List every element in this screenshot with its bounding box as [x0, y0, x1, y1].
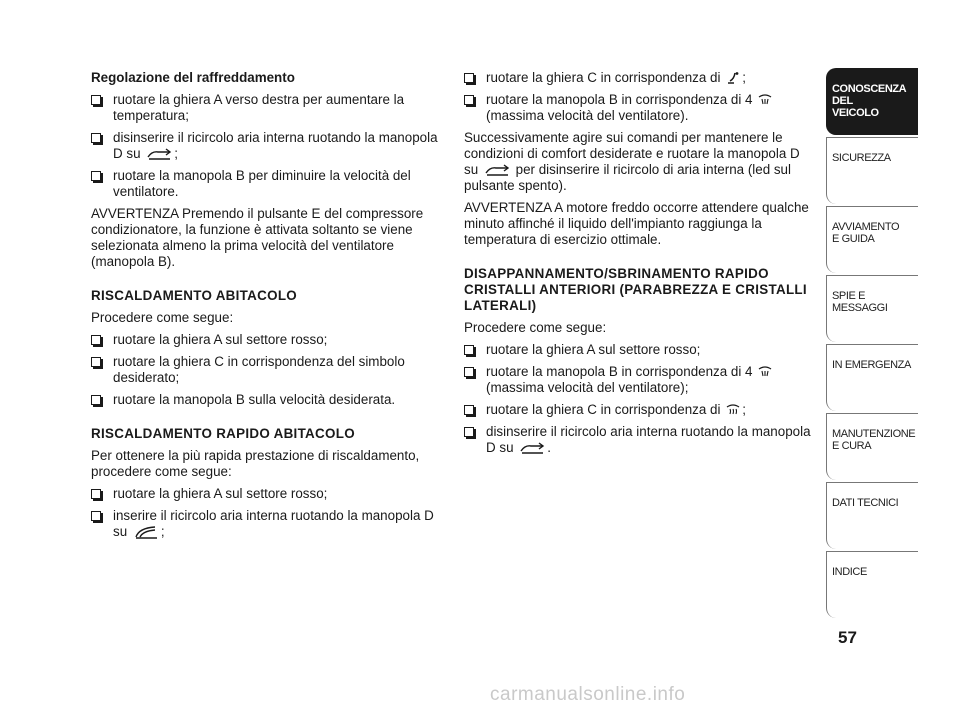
- fan-icon: [758, 366, 772, 378]
- section-intro: Procedere come segue:: [91, 310, 234, 325]
- footwell-icon: [726, 71, 740, 85]
- chapter-tabs: [826, 68, 918, 620]
- list-item: ruotare la manopola B per diminuire la velocità del ventilatore.: [91, 168, 443, 200]
- section-title-cooling: Regolazione del raffreddamento: [91, 70, 295, 85]
- list-item: disinserire il ricircolo aria interna ruotando la manopola D su .: [464, 424, 814, 456]
- checkbox-bullet-icon: [464, 405, 474, 415]
- right-column: [464, 70, 814, 462]
- tab-avviamento-e-guida[interactable]: AVVIAMENTO E GUIDA: [826, 206, 918, 273]
- list-item: ruotare la ghiera C in corrispondenza di ;: [464, 70, 814, 86]
- warning-note: AVVERTENZA A motore freddo occorre attendere qualche minuto affinché il liquido dell'impianto raggiunga la temperatura di esercizio ottimale.: [464, 200, 809, 247]
- recirc-on-icon: [133, 525, 159, 539]
- paragraph: Successivamente agire sui comandi per mantenere le condizioni di comfort desiderate e ruotare la manopola D su per disinserire il ricircolo di aria interna (led sul pulsante spento).: [464, 130, 800, 193]
- list-item: ruotare la ghiera C in corrispondenza di ;: [464, 402, 814, 418]
- list-item: inserire il ricircolo aria interna ruotando la manopola D su ;: [91, 508, 443, 540]
- tab-manutenzione-e-cura[interactable]: MANUTENZIONE E CURA: [826, 413, 918, 480]
- tab-dati-tecnici[interactable]: DATI TECNICI: [826, 482, 918, 549]
- checkbox-bullet-icon: [91, 489, 101, 499]
- checkbox-bullet-icon: [91, 95, 101, 105]
- watermark: carmanualsonline.info: [490, 684, 686, 705]
- section-title-defrost: DISAPPANNAMENTO/SBRINAMENTO RAPIDO CRISTALLI ANTERIORI (PARABREZZA E CRISTALLI LATERALI): [464, 266, 807, 313]
- section-intro: Procedere come segue:: [464, 320, 607, 335]
- list-item: disinserire il ricircolo aria interna ruotando la manopola D su ;: [91, 130, 443, 162]
- list-item: ruotare la ghiera A sul settore rosso;: [91, 486, 443, 502]
- checkbox-bullet-icon: [464, 95, 474, 105]
- checkbox-bullet-icon: [91, 357, 101, 367]
- checkbox-bullet-icon: [464, 427, 474, 437]
- tab-in-emergenza[interactable]: IN EMERGENZA: [826, 344, 918, 411]
- tab-conoscenza-del-veicolo[interactable]: CONOSCENZA DEL VEICOLO: [826, 68, 918, 135]
- recirc-off-icon: [146, 148, 172, 160]
- section-intro: Per ottenere la più rapida prestazione di riscaldamento, procedere come segue:: [91, 448, 420, 479]
- fan-icon: [758, 94, 772, 106]
- checkbox-bullet-icon: [464, 73, 474, 83]
- list-item: ruotare la manopola B in corrispondenza di 4 (massima velocità del ventilatore);: [464, 364, 814, 396]
- list-item: ruotare la ghiera C in corrispondenza del simbolo desiderato;: [91, 354, 443, 386]
- recirc-off-icon: [519, 442, 545, 454]
- checkbox-bullet-icon: [464, 367, 474, 377]
- checkbox-bullet-icon: [91, 511, 101, 521]
- list-item: ruotare la manopola B in corrispondenza di 4 (massima velocità del ventilatore).: [464, 92, 814, 124]
- checkbox-bullet-icon: [91, 335, 101, 345]
- warning-note: AVVERTENZA Premendo il pulsante E del compressore condizionatore, la funzione è attivata soltanto se viene selezionata almeno la prima velocità del ventilatore (manopola B).: [91, 206, 424, 269]
- page-number: 57: [838, 628, 857, 647]
- tab-indice[interactable]: INDICE: [826, 551, 918, 618]
- section-title-rapid-heating: RISCALDAMENTO RAPIDO ABITACOLO: [91, 426, 355, 441]
- recirc-off-icon: [484, 164, 510, 176]
- left-column: [91, 70, 443, 546]
- defrost-icon: [726, 404, 740, 416]
- checkbox-bullet-icon: [91, 395, 101, 405]
- section-title-heating: RISCALDAMENTO ABITACOLO: [91, 288, 298, 303]
- tab-spie-e-messaggi[interactable]: SPIE E MESSAGGI: [826, 275, 918, 342]
- checkbox-bullet-icon: [91, 171, 101, 181]
- checkbox-bullet-icon: [464, 345, 474, 355]
- list-item: ruotare la ghiera A verso destra per aumentare la temperatura;: [91, 92, 443, 124]
- list-item: ruotare la ghiera A sul settore rosso;: [464, 342, 814, 358]
- tab-sicurezza[interactable]: SICUREZZA: [826, 137, 918, 204]
- checkbox-bullet-icon: [91, 133, 101, 143]
- list-item: ruotare la ghiera A sul settore rosso;: [91, 332, 443, 348]
- list-item: ruotare la manopola B sulla velocità desiderata.: [91, 392, 443, 408]
